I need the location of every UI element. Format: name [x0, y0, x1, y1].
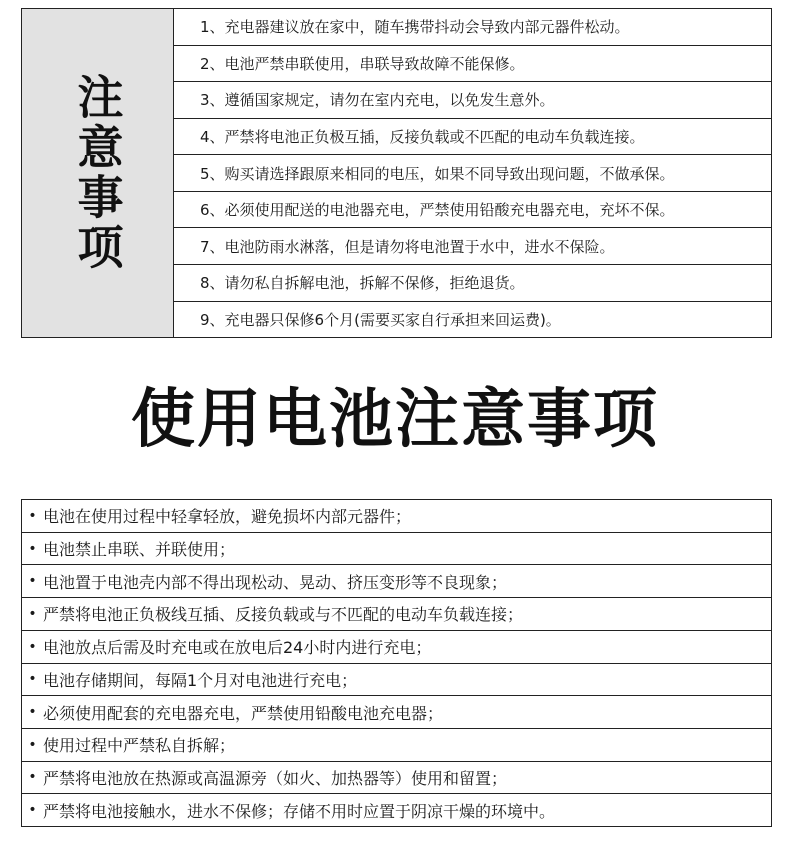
usage-item-text: 严禁将电池放在热源或高温源旁（如火、加热器等）使用和留置； — [43, 768, 508, 788]
notice-row-8: 8、请勿私自拆解电池，拆解不保修，拒绝退货。 — [174, 265, 771, 302]
usage-item-2 — [22, 533, 771, 566]
bullet-icon: • — [28, 540, 37, 557]
usage-item-text: 电池置于电池壳内部不得出现松动、晃动、挤压变形等不良现象； — [43, 572, 508, 592]
usage-item-10 — [22, 794, 771, 826]
bullet-icon: • — [28, 573, 37, 590]
bullet-icon: • — [28, 638, 37, 655]
bullet-icon: • — [28, 507, 37, 524]
notice-title: 注意事项 — [70, 73, 125, 273]
usage-item-9 — [22, 762, 771, 795]
usage-item-text: 必须使用配套的充电器充电，严禁使用铅酸电池充电器； — [43, 703, 444, 723]
notice-row-6: 6、必须使用配送的电池器充电，严禁使用铅酸充电器充电，充坏不保。 — [174, 192, 771, 229]
usage-list — [21, 499, 772, 827]
usage-item-8 — [22, 729, 771, 762]
notice-row-7: 7、电池防雨水淋落，但是请勿将电池置于水中，进水不保险。 — [174, 228, 771, 265]
notice-table — [21, 8, 772, 338]
bullet-icon: • — [28, 769, 37, 786]
usage-item-text: 使用过程中严禁私自拆解； — [43, 736, 236, 756]
usage-item-7 — [22, 696, 771, 729]
usage-item-text: 电池放点后需及时充电或在放电后24小时内进行充电； — [43, 638, 432, 658]
notice-rows — [174, 9, 771, 337]
usage-item-6 — [22, 664, 771, 697]
bullet-icon: • — [28, 605, 37, 622]
usage-item-3 — [22, 565, 771, 598]
usage-item-text: 电池禁止串联、并联使用； — [43, 540, 236, 560]
bullet-icon: • — [28, 704, 37, 721]
usage-item-text: 电池存储期间，每隔1个月对电池进行充电； — [43, 670, 358, 690]
notice-row-9: 9、充电器只保修6个月(需要买家自行承担来回运费)。 — [200, 310, 561, 329]
usage-item-text: 电池在使用过程中轻拿轻放，避免损坏内部元器件； — [43, 507, 412, 527]
page-heading: 使用电池注意事项 — [131, 383, 659, 457]
usage-item-4 — [22, 598, 771, 631]
usage-item-1 — [22, 500, 771, 533]
notice-title-cell — [22, 9, 174, 337]
usage-item-5 — [22, 631, 771, 664]
notice-row-3: 3、遵循国家规定，请勿在室内充电，以免发生意外。 — [174, 82, 771, 119]
usage-item-text: 严禁将电池接触水，进水不保修；存储不用时应置于阴凉干燥的环境中。 — [43, 801, 556, 821]
notice-row-1: 1、充电器建议放在家中，随车携带抖动会导致内部元器件松动。 — [174, 9, 771, 46]
bullet-icon: • — [28, 736, 37, 753]
notice-row-5: 5、购买请选择跟原来相同的电压，如果不同导致出现问题，不做承保。 — [174, 155, 771, 192]
notice-row-2: 2、电池严禁串联使用，串联导致故障不能保修。 — [174, 46, 771, 83]
notice-row-4: 4、严禁将电池正负极互插，反接负载或不匹配的电动车负载连接。 — [174, 119, 771, 156]
bullet-icon: • — [28, 802, 37, 819]
bullet-icon: • — [28, 671, 37, 688]
usage-item-text: 严禁将电池正负极线互插、反接负载或与不匹配的电动车负载连接； — [43, 605, 524, 625]
